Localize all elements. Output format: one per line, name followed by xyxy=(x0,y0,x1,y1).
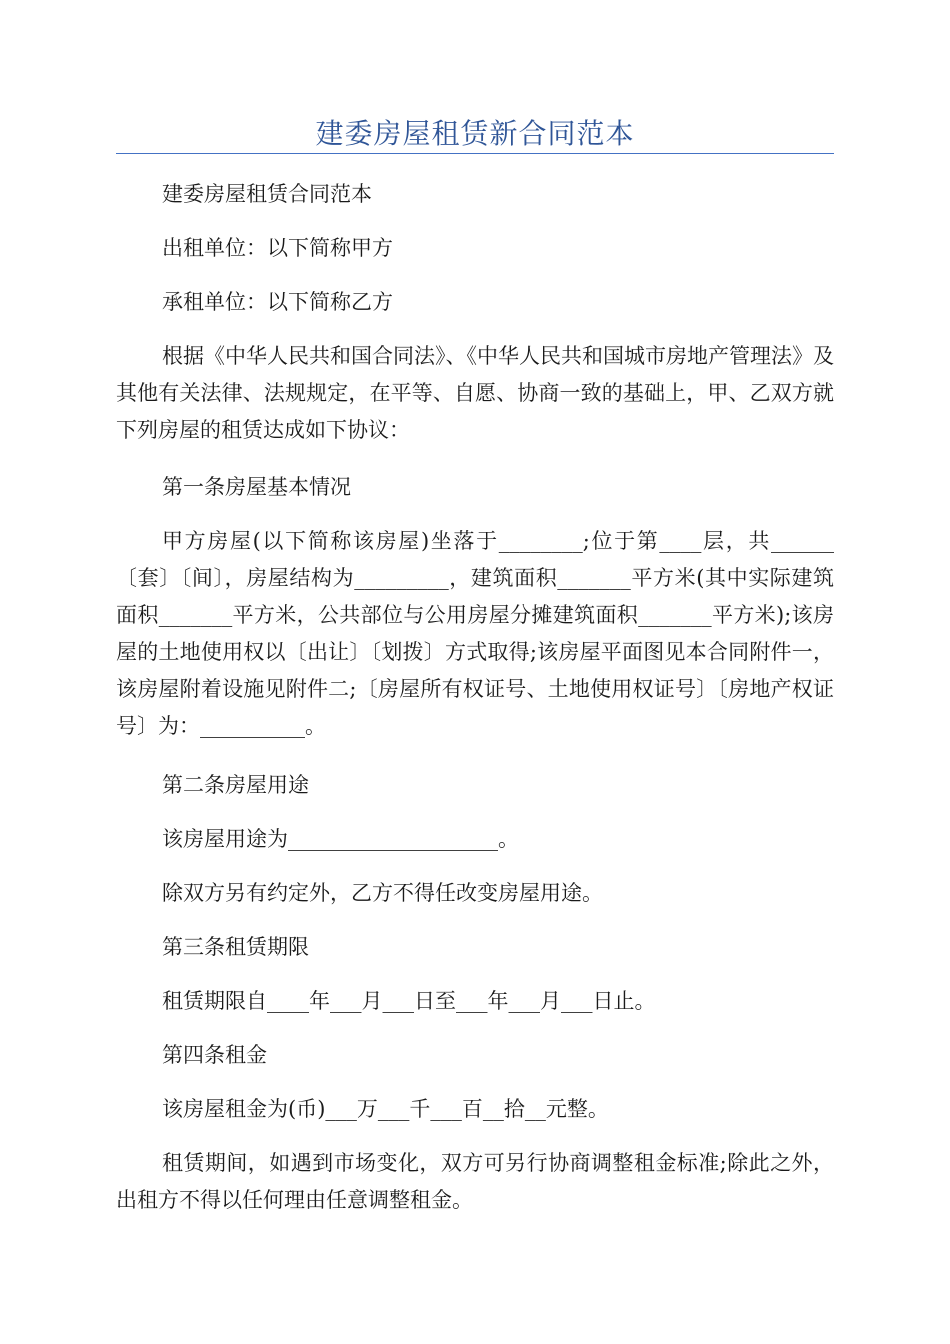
document-title: 建委房屋租赁新合同范本 xyxy=(315,117,635,150)
article-4-adjustment: 租赁期间，如遇到市场变化，双方可另行协商调整租金标准;除此之外，出租方不得以任何理由任意调整租金。 xyxy=(116,1151,834,1212)
paragraph-heading: 建委房屋租赁合同范本 xyxy=(162,182,372,206)
article-1-body: 甲方房屋(以下简称该房屋)坐落于________;位于第____层，共______〔套〕〔间〕，房屋结构为_________，建筑面积_______平方米(其中实际建筑面积_______平方米，公共部位与公用房屋分摊建筑面积_______平方米);该房屋的土地使用权以〔出让〕〔划拨〕方式取得;该房屋平面图见本合同附件一，该房屋附着设施见附件二;〔房屋所有权证号、土地使用权证号〕〔房地产权证号〕为：__________。 xyxy=(116,529,834,738)
paragraph-preamble: 根据《中华人民共和国合同法》、《中华人民共和国城市房地产管理法》及其他有关法律、法规规定，在平等、自愿、协商一致的基础上，甲、乙双方就下列房屋的租赁达成如下协议： xyxy=(116,344,834,442)
article-4-body: 该房屋租金为(币)___万___千___百__拾__元整。 xyxy=(162,1097,609,1121)
article-4-heading: 第四条租金 xyxy=(162,1043,267,1067)
title-underline xyxy=(116,153,834,154)
article-2-body: 该房屋用途为____________________。 xyxy=(162,827,519,851)
article-2-restriction: 除双方另有约定外，乙方不得任改变房屋用途。 xyxy=(162,881,603,905)
article-3-heading: 第三条租赁期限 xyxy=(162,935,309,959)
article-3-body: 租赁期限自____年___月___日至___年___月___日止。 xyxy=(162,989,656,1013)
article-1-heading: 第一条房屋基本情况 xyxy=(162,475,351,499)
paragraph-lessee: 承租单位：以下简称乙方 xyxy=(162,290,393,314)
paragraph-lessor: 出租单位：以下简称甲方 xyxy=(162,236,393,260)
article-2-heading: 第二条房屋用途 xyxy=(162,773,309,797)
